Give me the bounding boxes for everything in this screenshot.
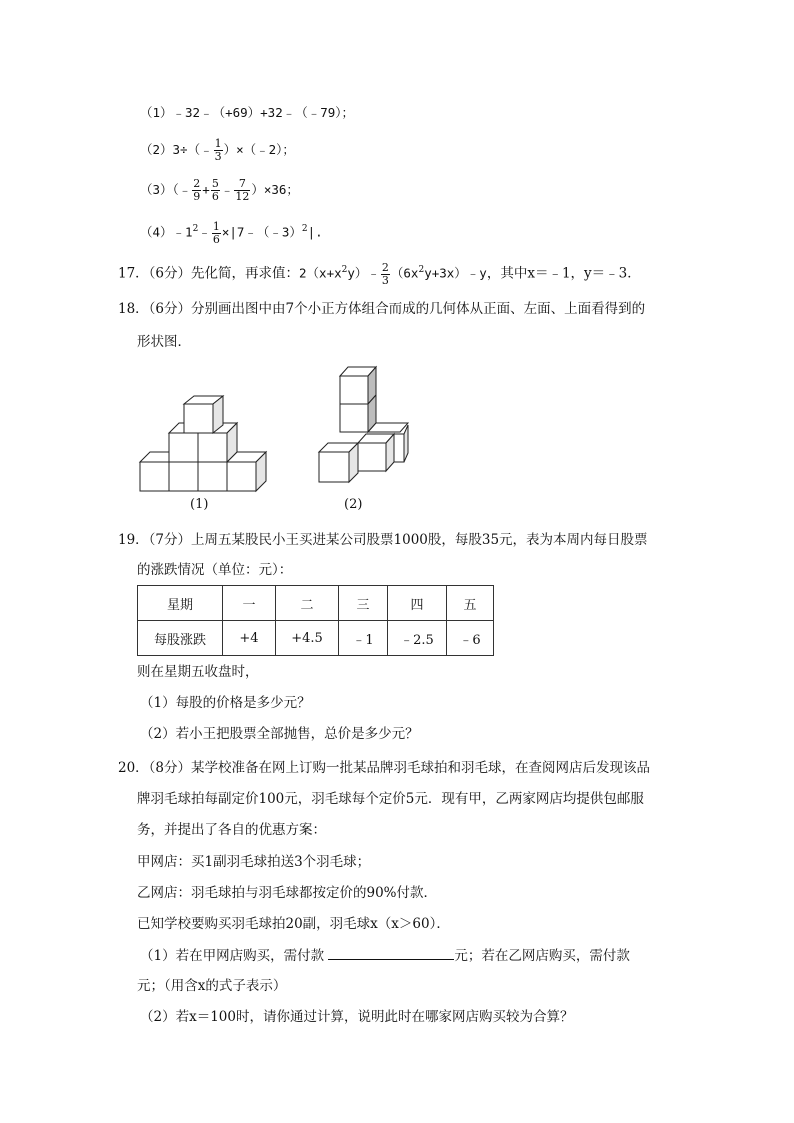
table-cell: 四 [388,586,447,621]
q19-line2: 的涨跌情况（单位：元）： [137,562,293,578]
q16-part3: （3）（﹣ $\frac{2}{9}$ + $\frac{5}{6}$ ﹣ $\frac{7}{12}$ ）×36； [140,177,299,203]
table-cell: 五 [447,586,494,621]
q20-line5: 乙网店：羽毛球拍与羽毛球都按定价的90%付款． [137,885,438,901]
table-cell: 星期 [138,586,223,621]
q18-line1: 18．（6分）分别画出图中由7个小正方体组合而成的几何体从正面、左面、上面看得到的 [118,301,646,317]
q20-sub2: （2）若x＝100时，请你通过计算，说明此时在哪家网店购买较为合算？ [140,1009,574,1025]
q16-part1: （1）﹣32﹣（+69）+32﹣（﹣79）； [140,105,355,120]
fraction: $\frac{2}{3}$ [381,260,389,287]
fraction: $\frac{5}{6}$ [211,177,219,203]
table-cell: +4.5 [276,621,339,656]
fraction: $\frac{1}{3}$ [214,137,222,163]
q19-line3: 则在星期五收盘时， [137,664,259,680]
stock-change-table [137,585,494,656]
fraction: $\frac{7}{12}$ [235,177,250,203]
fraction: $\frac{2}{9}$ [193,177,201,203]
q20-line1: 20．（8分）某学校准备在网上订购一批某品牌羽毛球拍和羽毛球，在查阅网店后发现该品 [118,760,651,776]
table-cell: 每股涨跌 [138,621,223,656]
q20-line4: 甲网店：买1副羽毛球拍送3个羽毛球； [137,854,371,870]
figure-caption-1: (1) [190,497,209,512]
q17: 17．（6分）先化简，再求值：$2(x+x^2y)﹣$ $\frac{2}{3}$ $(6x^2y+3x)﹣y$，其中x＝﹣1，y＝﹣3． [118,260,641,287]
answer-blank[interactable] [328,945,454,960]
q20-line2: 牌羽毛球拍每副定价100元，羽毛球每个定价5元．现有甲，乙两家网店均提供包邮服 [137,791,644,807]
cube-figure-1 [138,394,270,494]
q19-line1: 19．（7分）上周五某股民小王买进某公司股票1000股，每股35元，表为本周内每日股票 [118,532,648,548]
fraction: $\frac{1}{6}$ [212,219,220,246]
table-header-row [138,586,494,621]
q20-line6: 已知学校要购买羽毛球拍20副，羽毛球x（x＞60）． [137,916,450,932]
table-cell: 一 [223,586,276,621]
table-row [138,621,494,656]
q20-line3: 务，并提出了各自的优惠方案： [137,822,326,838]
figure-caption-2: (2) [344,497,363,512]
q19-sub2: （2）若小王把股票全部抛售，总价是多少元？ [140,726,419,742]
table-cell: ﹣2.5 [388,621,447,656]
q19-sub1: （1）每股的价格是多少元？ [140,695,311,711]
table-cell: ﹣6 [447,621,494,656]
q18-line2: 形状图． [137,334,191,350]
cube-figure-2 [316,364,412,490]
table-cell: ﹣1 [339,621,388,656]
q20-line8: 元；（用含x的式子表示） [137,978,287,994]
q16-part2: （2）3÷（﹣ $\frac{1}{3}$ ）×（﹣2）； [140,137,295,163]
q16-part4: $(4)﹣1^2﹣$ $\frac{1}{6}$ ×|7﹣（﹣3）$^2$|. [140,219,323,246]
table-cell: +4 [223,621,276,656]
q20-sub1: （1）若在甲网店购买，需付款 元；若在乙网店购买，需付款 [140,945,630,966]
table-cell: 二 [276,586,339,621]
table-cell: 三 [339,586,388,621]
